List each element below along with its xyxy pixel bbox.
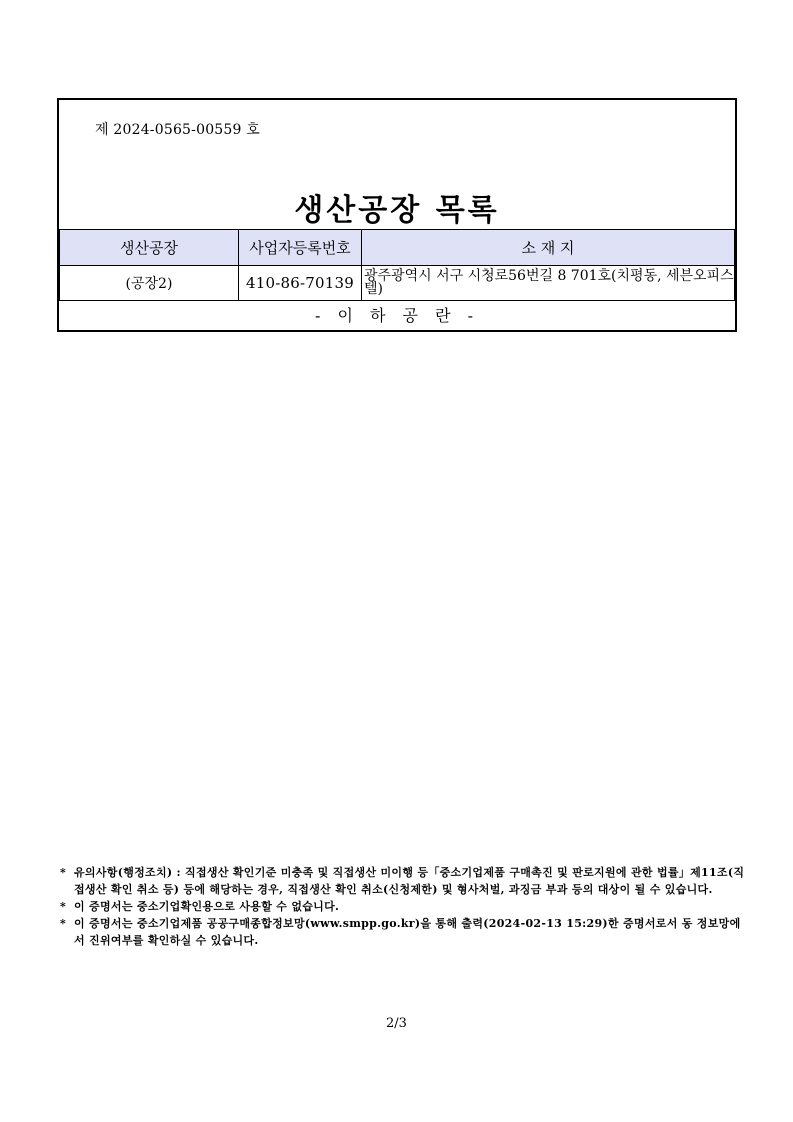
note-text: 유의사항(행정조치) : 직접생산 확인기준 미충족 및 직접생산 미이행 등「중소기업제품 구매촉진 및 판로지원에 관한 법률」제11조(직접생산 확인 취소 등) 등에 해당하는 경우, 직접생산 확인 취소(신청제한) 및 형사처벌, 과징금 부과 등의 대상이 될 수 있습니다.	[74, 866, 745, 896]
note-bullet: *	[60, 900, 67, 913]
factory-name-cell: (공장2)	[60, 266, 239, 301]
notes-section	[60, 864, 750, 949]
note-item	[60, 898, 750, 915]
table-header-row	[60, 230, 735, 266]
address-cell: 광주광역시 서구 시청로56번길 8 701호(치평동, 세븐오피스텔)	[362, 266, 735, 301]
certificate-number: 제 2024-0565-00559 호	[95, 122, 261, 138]
factory-table	[59, 229, 735, 301]
note-item	[60, 915, 750, 949]
header-factory: 생산공장	[60, 230, 239, 266]
reg-no-cell	[239, 266, 362, 301]
note-bullet: *	[60, 866, 67, 879]
note-text: 이 증명서는 중소기업제품 공공구매종합정보망(www.smpp.go.kr)을 통해 출력(2024-02-13 15:29)한 증명서로서 동 정보망에서 진위여부를 확인하실 수 있습니다.	[74, 917, 741, 947]
note-bullet: *	[60, 917, 67, 930]
page-title: 생산공장 목록	[294, 193, 500, 228]
header-reg-no: 사업자등록번호	[239, 230, 362, 266]
note-item	[60, 864, 750, 898]
page-number: 2/3	[386, 1016, 407, 1031]
reg-no-value: 410-86-70139	[246, 274, 354, 292]
table-row	[60, 266, 735, 301]
factory-list-box	[57, 98, 737, 332]
header-address: 소 재 지	[362, 230, 735, 266]
end-of-list-text: - 이 하 공 란 -	[314, 306, 480, 325]
note-text: 이 증명서는 중소기업확인용으로 사용할 수 없습니다.	[74, 900, 340, 913]
